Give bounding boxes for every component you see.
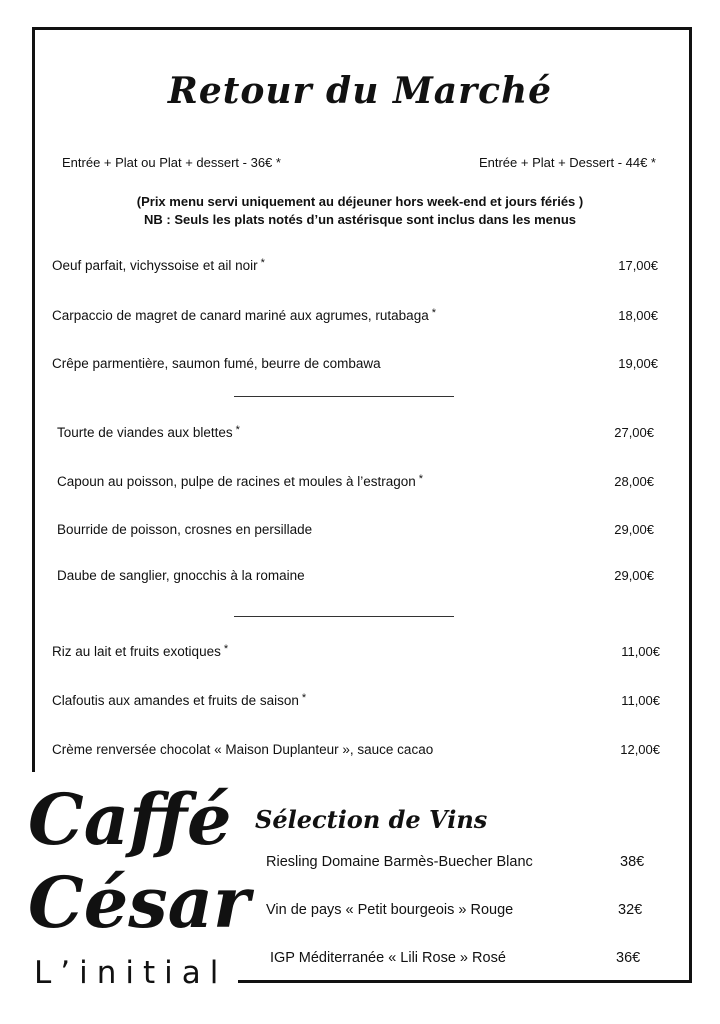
wine-name: Vin de pays « Petit bourgeois » Rouge [266,902,514,918]
menu-note-line-1: (Prix menu servi uniquement au déjeuner hors week-end et jours fériés ) [136,194,584,209]
wine-price: 32€ [618,902,643,918]
main-course-item [57,521,315,537]
dish-price: 11,00€ [621,693,660,708]
main-course-item [57,567,308,583]
dish-name: Riz au lait et fruits exotiques [52,644,221,659]
section-divider [234,616,454,617]
wine-name: IGP Méditerranée « Lili Rose » Rosé [270,950,506,966]
wine-price: 36€ [616,950,641,966]
wine-price: 38€ [620,854,645,870]
asterisk-mark: * [235,424,240,436]
dish-price: 29,00€ [614,568,654,583]
starter-item [52,355,384,371]
dish-name: Bourride de poisson, crosnes en persillade [57,522,313,537]
dish-price: 27,00€ [614,425,654,440]
asterisk-mark: * [418,473,424,485]
dish-name: Crème renversée chocolat « Maison Duplanteur », sauce cacao [52,742,434,757]
dish-price: 11,00€ [621,644,660,659]
logo-cesar: César [28,861,250,944]
asterisk-mark: * [223,643,229,655]
starter-item [52,257,265,273]
dish-price: 17,00€ [618,258,658,273]
dish-name: Tourte de viandes aux blettes [57,425,233,440]
dish-name: Oeuf parfait, vichyssoise et ail noir [52,258,258,273]
logo-caffe: Caffé [28,778,232,861]
dish-price: 28,00€ [614,474,654,489]
dish-name: Carpaccio de magret de canard mariné aux agrumes, rutabaga [52,308,429,323]
asterisk-mark: * [431,307,436,319]
asterisk-mark: * [301,692,307,704]
section-divider [234,396,454,397]
dish-price: 19,00€ [618,356,658,371]
asterisk-mark: * [260,257,265,269]
main-course-item [57,424,240,440]
dish-price: 18,00€ [618,308,658,323]
dish-price: 12,00€ [620,742,660,757]
dish-price: 29,00€ [614,522,654,537]
dessert-item [52,643,228,659]
dish-name: Daube de sanglier, gnocchis à la romaine [57,568,305,583]
dessert-item [52,692,306,708]
dish-name: Capoun au poisson, pulpe de racines et moules à l’estragon [57,474,416,489]
menu-title: Retour du Marché [167,70,553,112]
main-course-item [57,473,423,489]
wine-name: Riesling Domaine Barmès-Buecher Blanc [266,854,533,870]
logo-initial: L’initial [34,955,228,991]
menu-note-line-2: NB : Seuls les plats notés d’un astérisque sont inclus dans les menus [143,212,576,227]
formula-right: Entrée + Plat + Dessert - 44€ * [478,155,656,170]
wine-section-title: Sélection de Vins [255,805,488,834]
dish-name: Crêpe parmentière, saumon fumé, beurre de combawa [52,356,381,371]
starter-item [52,307,436,323]
dessert-item [52,741,436,757]
formula-left: Entrée + Plat ou Plat + dessert - 36€ * [62,155,281,170]
dish-name: Clafoutis aux amandes et fruits de saison [52,693,299,708]
